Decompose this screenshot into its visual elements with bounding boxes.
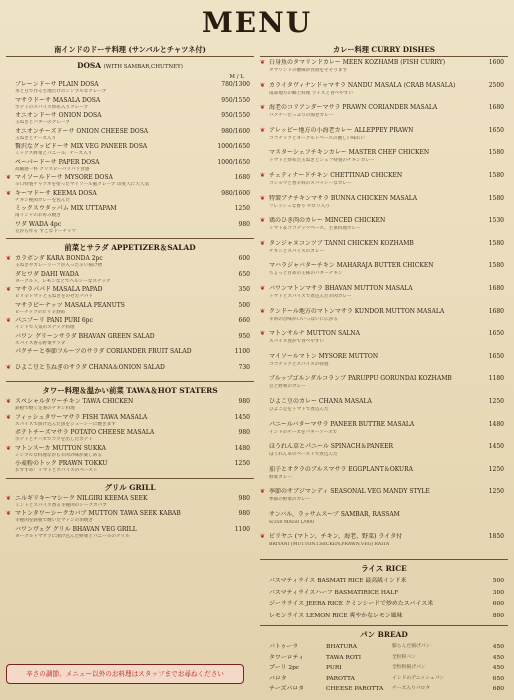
menu-item xyxy=(260,59,508,82)
bread-item xyxy=(260,653,508,664)
menu-item xyxy=(6,460,254,476)
item-price: 500 xyxy=(492,578,504,585)
menu-item xyxy=(6,205,254,221)
item-price: 950/1550 xyxy=(221,112,250,119)
chili-icon: ❦ xyxy=(260,81,266,89)
item-price: 1850 xyxy=(488,533,504,541)
item-description: 玉ねぎとチーズ入り xyxy=(15,135,57,141)
item-name: レモンライス LEMON RICE 爽やかなレモン風味 xyxy=(269,612,403,619)
chili-icon: ❦ xyxy=(260,59,266,66)
item-name: パクチーと季節フルーツのサラダ CORIANDER FRUIT SALAD xyxy=(15,348,192,355)
item-description: 辛口特製チャツネを塗ったマイソール風クレープ 印度人に大人気 xyxy=(15,182,150,187)
item-description: パクチーたっぷりの海老カレー xyxy=(269,113,334,119)
tawa-section-header: タワー料理＆温かい前菜 TAWA＆HOT STATERS xyxy=(42,386,218,395)
item-description: チキンとスパイスのカレー xyxy=(269,248,325,254)
item-description: 高級感一杯 クリスピーパリパリ食感 xyxy=(15,166,90,172)
item-price: 1480 xyxy=(488,420,504,428)
menu-item xyxy=(6,112,254,128)
chili-icon: ❦ xyxy=(260,330,266,338)
item-name: バワン グリーンサラダ BHAVAN GREEN SALAD xyxy=(15,332,155,340)
item-name: マトンタワーシークカバブ MUTTON TAWA SEEK KABAB xyxy=(15,510,181,517)
menu-item xyxy=(260,421,508,444)
item-price: 1680 xyxy=(488,104,504,112)
item-price: 1100 xyxy=(234,525,250,533)
item-description: ほうれん草のペーストで煮込んだ xyxy=(269,452,338,458)
item-description: 玉ねぎとバターのクレープ xyxy=(15,120,70,125)
chili-icon: ❦ xyxy=(260,171,266,179)
menu-item xyxy=(6,414,254,430)
item-name: ほうれん草とパニール SPINACH＆PANEER xyxy=(269,443,394,451)
item-price: 1680 xyxy=(488,307,504,315)
item-description: 羊挽肉を鉄板で焼いたマトンの串焼き xyxy=(15,518,94,523)
grill-section-header: グリル GRILL xyxy=(104,482,156,492)
menu-item xyxy=(260,82,508,105)
size-columns-label: M / L xyxy=(229,74,244,80)
item-description: ピリ辛トマトと玉ねぎをのせたパパド xyxy=(15,294,94,299)
rice-item xyxy=(260,576,508,588)
menu-item xyxy=(6,495,254,511)
item-price: 650 xyxy=(238,270,250,278)
item-name-en: CHEESE PAROTTA xyxy=(326,686,384,693)
item-price: 980/1600 xyxy=(221,127,250,135)
chili-icon: ❦ xyxy=(6,174,12,181)
menu-item xyxy=(260,375,508,398)
item-name: バスマティライス BASMATI RICE 最高級インド米 xyxy=(269,578,407,585)
item-price: 1250 xyxy=(488,397,504,405)
rice-item xyxy=(260,611,508,623)
item-description: 全粒粉揚げパン xyxy=(392,665,426,671)
item-price: 1680 xyxy=(488,284,504,292)
chili-icon: ❦ xyxy=(260,239,266,247)
menu-item xyxy=(260,330,508,353)
item-name: マトンスーカ MUTTON SUKKA xyxy=(15,444,106,452)
item-price: 1250 xyxy=(234,205,250,212)
menu-item xyxy=(6,174,254,190)
menu-item xyxy=(6,128,254,144)
chili-icon: ❦ xyxy=(260,104,266,112)
menu-item xyxy=(6,255,254,271)
menu-item xyxy=(6,317,254,333)
item-name: パニールバターマサラ PANEER BUTTRE MASALA xyxy=(269,420,415,428)
menu-item xyxy=(260,285,508,308)
chili-icon: ❦ xyxy=(260,533,266,541)
item-price: 600 xyxy=(238,255,250,262)
item-name: マハラジャバターチキン MAHARAJA BUTTER CHICKEN xyxy=(269,262,434,270)
item-price: 800 xyxy=(492,612,504,619)
item-description: ヨーグルトマサラに漬け込んだ野菜とパニールのグリル xyxy=(15,533,130,539)
appetizer-list xyxy=(6,255,254,379)
item-price: 780/1300 xyxy=(221,81,250,88)
item-price: 450 xyxy=(492,644,504,651)
item-price: 500 xyxy=(238,301,250,309)
item-description: ココナッツとヨーグルトベースの優しい味わい xyxy=(269,135,366,141)
item-description: チキン挽肉カレーを包んだ xyxy=(15,197,71,203)
item-description: トマトと炒めた玉ねぎとシェフ特製のチキンカレー xyxy=(269,158,375,164)
item-description: 鉄板で焼く定番のチキン料理 xyxy=(15,406,75,411)
bread-item xyxy=(260,642,508,653)
item-description: ココナッツとスパイスの特製 xyxy=(269,361,329,367)
item-price: 1580 xyxy=(488,149,504,157)
item-description: 米と豆で作る生地だけのシンプルなクレープ xyxy=(15,89,107,94)
item-name: マサラドーサ MASALA DOSA xyxy=(15,96,101,104)
item-name: キーマドーサ KEEMA DOSA xyxy=(15,189,97,197)
item-description: ミントとスパイス香る羊挽肉のシークカバブ xyxy=(15,502,107,508)
item-name: クンドール地方のマトンマサラ KUNDOR MUTTON MASALA xyxy=(269,307,445,315)
item-name: カラボンダ KARA BONDA 2pc xyxy=(15,255,103,262)
item-price: 950 xyxy=(238,332,250,340)
curry-section-header: カレー料理 CURRY DISHES xyxy=(332,45,436,54)
bread-item xyxy=(260,684,508,695)
bread-list xyxy=(260,642,508,695)
item-description: スパイス香る野菜サラダ xyxy=(15,340,66,346)
item-price: 980 xyxy=(238,494,250,502)
item-description: 羊肉の旨味が口いっぱいに広がる xyxy=(269,316,338,322)
item-description: 豆から作る すごなドーナッツ xyxy=(15,228,77,234)
menu-item xyxy=(6,445,254,461)
left-column xyxy=(6,44,254,541)
menu-item xyxy=(260,240,508,263)
item-name: 鶏のひき肉のカレー MINCED CHICKEN xyxy=(269,217,386,225)
appetizer-section-header: 前菜とサラダ APPETIZER＆SALAD xyxy=(64,243,196,252)
item-name: ペーパードーサ PAPER DOSA xyxy=(15,158,100,166)
item-description: ひよこ豆をトマトで煮込んだ xyxy=(269,406,329,412)
rice-item xyxy=(260,599,508,611)
chili-icon: ❦ xyxy=(260,217,266,225)
divider xyxy=(6,478,254,479)
rice-section-header: ライス RICE xyxy=(361,564,407,574)
item-name: マイソールドーサ MYSORE DOSA xyxy=(15,174,113,181)
rice-item xyxy=(260,588,508,600)
menu-item xyxy=(260,262,508,285)
divider xyxy=(6,381,254,382)
item-description: 季節の野菜のカレー xyxy=(269,497,311,503)
item-price: 2500 xyxy=(488,81,504,89)
item-description: ちょっと甘めの王様のバターチキン xyxy=(269,271,343,277)
item-name: パニプーリ PANI PURI 6pc xyxy=(15,317,93,324)
menu-item xyxy=(260,533,508,556)
item-description: 全粒粉パン xyxy=(392,654,416,660)
item-description: 野菜カレー xyxy=(269,474,292,480)
menu-item xyxy=(6,81,254,97)
item-price: 1480 xyxy=(234,444,250,452)
item-price: 1100 xyxy=(234,348,250,355)
notice-banner: 辛さの調節、メニュー以外のお料理はスタッフまでお尋ねください xyxy=(6,664,244,684)
item-name: オニオンドーサ ONION DOSA xyxy=(15,112,102,119)
item-name-en: BHATURA xyxy=(326,644,357,651)
chili-icon: ❦ xyxy=(6,398,12,405)
item-description: 玉ねぎやカレーリーフが入った辛い揚げ物 xyxy=(15,263,103,268)
item-price: 1000/1650 xyxy=(217,158,250,166)
item-name: ポテトチーズマサラ POTATO CHEESE MASALA xyxy=(15,429,155,436)
menu-item xyxy=(260,104,508,127)
item-description: ミックス野菜とパニール、チーズ入り xyxy=(15,151,93,156)
menu-item xyxy=(6,364,254,380)
item-name: 白身魚のタマリンドカレー MEEN KOZHAMB (FISH CURRY) xyxy=(269,59,446,66)
divider xyxy=(260,56,508,57)
item-name: ニルギリキーマシーク NILGIRI KEEMA SEEK xyxy=(15,494,148,502)
item-description: 豆と野菜のカレー xyxy=(269,384,306,390)
dosa-list xyxy=(6,81,254,236)
menu-item xyxy=(260,172,508,195)
item-price: 980 xyxy=(238,220,250,228)
item-name-en: TAWA ROTI xyxy=(326,654,362,661)
dosa-section-header: 南インドのドーサ料理 (サンバルとチャツネ付) xyxy=(54,45,206,54)
item-name: ひよこ豆のカレー CHANA MASALA xyxy=(269,397,372,405)
item-name: マサラパパド MASALA PAPAD xyxy=(15,286,103,293)
item-name: ワダ WADA 4pc xyxy=(15,220,62,228)
item-name: スペシャルタワーチキン TAWA CHICKEN xyxy=(15,398,134,405)
menu-item xyxy=(6,190,254,206)
menu-item xyxy=(260,466,508,489)
item-description: 南インドのお好み焼き xyxy=(15,213,61,218)
item-name: バスマティライスハーフ BASMATIRICE HALF xyxy=(269,589,399,596)
item-name: タンジャヌコンツブ TANNI CHICKEN KOZHAMB xyxy=(269,239,414,247)
rice-list xyxy=(260,576,508,622)
item-name: マサラピーナッツ MASALA PEANUTS xyxy=(15,301,125,309)
item-description: スパイスで漬け込んだ魚をジューシーに焼きます xyxy=(15,421,116,427)
chili-icon: ❦ xyxy=(6,189,12,197)
menu-item xyxy=(6,286,254,302)
item-price: 350 xyxy=(238,286,250,293)
menu-item xyxy=(260,353,508,376)
bread-item xyxy=(260,663,508,674)
item-price: 600 xyxy=(492,601,504,608)
chili-icon: ❦ xyxy=(260,284,266,292)
item-name: ジーラライス JEERA RICE クミンシードで炒めたスパイス米 xyxy=(269,601,434,608)
divider xyxy=(6,56,254,57)
menu-item xyxy=(260,195,508,218)
item-price: 980 xyxy=(238,398,250,405)
chili-icon: ❦ xyxy=(6,494,12,502)
item-description: S/350 M/650 L/900 xyxy=(269,519,314,525)
item-name: フィッシュタワーマサラ FISH TAWA MASALA xyxy=(15,413,148,421)
item-name-jp: チーズパロタ xyxy=(269,686,305,693)
item-name: 季節のサブジマンディ SEASONAL VEG MANDY STYLE xyxy=(269,488,430,496)
chili-icon: ❦ xyxy=(260,126,266,134)
chili-icon: ❦ xyxy=(6,255,12,262)
right-column xyxy=(260,44,508,695)
item-price: 1580 xyxy=(488,194,504,202)
menu-item xyxy=(6,97,254,113)
item-description: ヨーグルト、レモンなどでヘルシーなスナック xyxy=(15,278,111,284)
item-price: 1600 xyxy=(488,59,504,66)
chili-icon: ❦ xyxy=(260,194,266,202)
item-name: ひよこ豆と玉ねぎのサラダ CHANA＆ONION SALAD xyxy=(15,363,165,371)
menu-item xyxy=(260,443,508,466)
item-description: フレッシュな香り セロリ入り xyxy=(269,203,330,209)
item-price: 1250 xyxy=(234,460,250,467)
menu-item xyxy=(6,302,254,318)
item-description: コショウと香辛料のスパイシーなカレー xyxy=(269,180,352,186)
item-description: タマリンドの酸味が食欲をそそります xyxy=(269,68,348,73)
item-name: 海老のコリアンダーマサラ PRAWN CORIANDER MASALA xyxy=(269,104,438,112)
item-price: 660 xyxy=(238,317,250,324)
chili-icon: ❦ xyxy=(6,317,12,324)
curry-list xyxy=(260,59,508,556)
item-name: チェティナードチキン CHETTINAD CHICKEN xyxy=(269,171,403,179)
menu-item xyxy=(6,398,254,414)
item-description: シンプルな料理ながら羊肉の味が楽しめる xyxy=(15,452,102,458)
chili-icon: ❦ xyxy=(6,413,12,421)
item-name: バワンヴェグ グリル BHAVAN VEG GRILL xyxy=(15,525,137,533)
menu-item xyxy=(6,510,254,526)
item-name: 小麦粉のトック PRAWN TOKKU xyxy=(15,460,108,467)
item-description: トマト＆ココナッツベース、主菜料理カレー xyxy=(269,226,361,232)
item-price: 980 xyxy=(238,429,250,436)
bread-item xyxy=(260,674,508,685)
item-description: ピーナッツのピリ辛炒め xyxy=(15,309,66,315)
item-name: マトンサルナ MUTTON SALNA xyxy=(269,330,361,338)
item-name-jp: パロタ xyxy=(269,675,287,682)
item-description: チーズ入りパロタ xyxy=(392,686,431,692)
item-name: マスターシェフチキンカレー MASTER CHEF CHICKEN xyxy=(269,149,430,157)
item-name-en: PAROTTA xyxy=(326,675,355,682)
item-price: 450 xyxy=(492,654,504,661)
item-name: 茄子とオクラのブルスマサラ EGGPLANT＆OKURA xyxy=(269,465,413,473)
item-price: 1650 xyxy=(488,126,504,134)
item-description: おすすめ！トマトとスパイスのペースト xyxy=(15,468,98,473)
menu-item xyxy=(6,526,254,542)
item-name: 特製ブナチキンマサラ BUNNA CHICKEN MASALA xyxy=(269,194,418,202)
item-name: マイソールマトン MYSORE MUTTON xyxy=(269,352,379,360)
item-price: 1000/1650 xyxy=(217,143,250,150)
item-price: 1180 xyxy=(488,375,504,383)
menu-item xyxy=(6,143,254,159)
divider xyxy=(6,238,254,239)
item-name-en: PURI xyxy=(326,665,342,672)
menu-item xyxy=(6,271,254,287)
item-description: 南部地方の郷土料理 ライスと食べやすい xyxy=(269,90,353,96)
chili-icon: ❦ xyxy=(6,363,12,371)
menu-item xyxy=(260,149,508,172)
item-name: オニオンチーズドーサ ONION CHEESE DOSA xyxy=(15,127,149,135)
item-price: 1450 xyxy=(488,443,504,451)
menu-title: MENU xyxy=(201,6,313,39)
item-description: インドで人気のスナック料理 xyxy=(15,325,75,330)
menu-item xyxy=(6,429,254,445)
divider xyxy=(260,625,508,626)
menu-item xyxy=(260,217,508,240)
item-price: 1650 xyxy=(488,330,504,338)
item-name-jp: バトゥーラ xyxy=(269,644,299,651)
item-name: ミックスウタッパム MIX UTTAPAM xyxy=(15,205,117,212)
menu-item xyxy=(260,127,508,150)
menu-item xyxy=(260,488,508,511)
item-price: 300 xyxy=(492,589,504,596)
item-price: 1580 xyxy=(488,171,504,179)
item-price: 650 xyxy=(492,675,504,682)
item-description: ポテトとチーズでコクを出したポテト xyxy=(15,437,93,442)
item-description: BRIYANI (MUTTON,CHICKEN,PRAWN,VEG) RAITA xyxy=(269,542,390,548)
menu-item xyxy=(260,398,508,421)
chili-icon: ❦ xyxy=(6,286,12,293)
item-description: ポテトのスパイス炒め入りクレープ xyxy=(15,104,89,110)
menu-item xyxy=(260,511,508,534)
menu-item xyxy=(6,159,254,175)
divider xyxy=(260,559,508,560)
menu-item xyxy=(260,308,508,331)
item-price: 730 xyxy=(238,363,250,371)
item-price: 980 xyxy=(238,510,250,517)
item-name: カライタヴィナンドゥマサラ NANDU MASALA (CRAB MASALA) xyxy=(269,81,456,89)
item-price: 1530 xyxy=(488,217,504,225)
grill-list xyxy=(6,495,254,542)
chili-icon: ❦ xyxy=(6,510,12,517)
chili-icon: ❦ xyxy=(260,307,266,315)
item-name: ビリヤニ (マトン、チキン、海老、野菜) ライタ付 xyxy=(269,533,403,541)
item-price: 1650 xyxy=(488,352,504,360)
item-description: トマトとスパイスで煮込んだ羊肉カレー xyxy=(269,293,352,299)
item-name: プルップゴルンダルコランブ PARUPPU GORUNDAI KOZHAMB xyxy=(269,375,452,383)
item-name: サンバル、ラッサムスープ SAMBAR, RASSAM xyxy=(269,510,400,518)
item-description: スパイス豊かで食べやすい xyxy=(269,339,325,345)
item-price: 680 xyxy=(492,686,504,693)
item-price: 1580 xyxy=(488,239,504,247)
item-price: 1250 xyxy=(488,488,504,496)
item-name: ダヒワダ DAHI WADA xyxy=(15,270,79,278)
menu-item xyxy=(6,333,254,349)
chili-icon: ❦ xyxy=(6,444,12,452)
menu-item xyxy=(6,221,254,237)
item-description: インドのチーズをバターソースで xyxy=(269,429,338,435)
item-name: アレッピー地方の小海老カレー ALLEPPEY PRAWN xyxy=(269,126,414,134)
item-description: 膨らんだ揚げパン xyxy=(392,644,431,650)
dosa-subheader: DOSA (WITH SAMBAR,CHUTNEY) xyxy=(77,61,183,70)
item-price: 950/1550 xyxy=(221,96,250,104)
chili-icon: ❦ xyxy=(260,488,266,496)
item-price: 1450 xyxy=(234,413,250,421)
item-name-jp: プーリ 2pc xyxy=(269,665,300,672)
bread-section-header: パン BREAD xyxy=(360,630,408,640)
item-price: 1580 xyxy=(488,262,504,270)
item-name-jp: タワーロティ xyxy=(269,654,304,661)
item-name: バワンマトンマサラ BHAVAN MUTTON MASALA xyxy=(269,284,413,292)
item-price: 1680 xyxy=(234,174,250,181)
item-name: プレーンドーサ PLAIN DOSA xyxy=(15,81,99,88)
item-name: 贅沢なグッピドーサ MIX VEG PANEER DOSA xyxy=(15,143,148,150)
item-price: 1250 xyxy=(488,465,504,473)
tawa-list xyxy=(6,398,254,476)
menu-item xyxy=(6,348,254,364)
item-price: 450 xyxy=(492,665,504,672)
item-description: インドのデニッシュパン xyxy=(392,675,445,681)
item-price: 980/1600 xyxy=(221,189,250,197)
